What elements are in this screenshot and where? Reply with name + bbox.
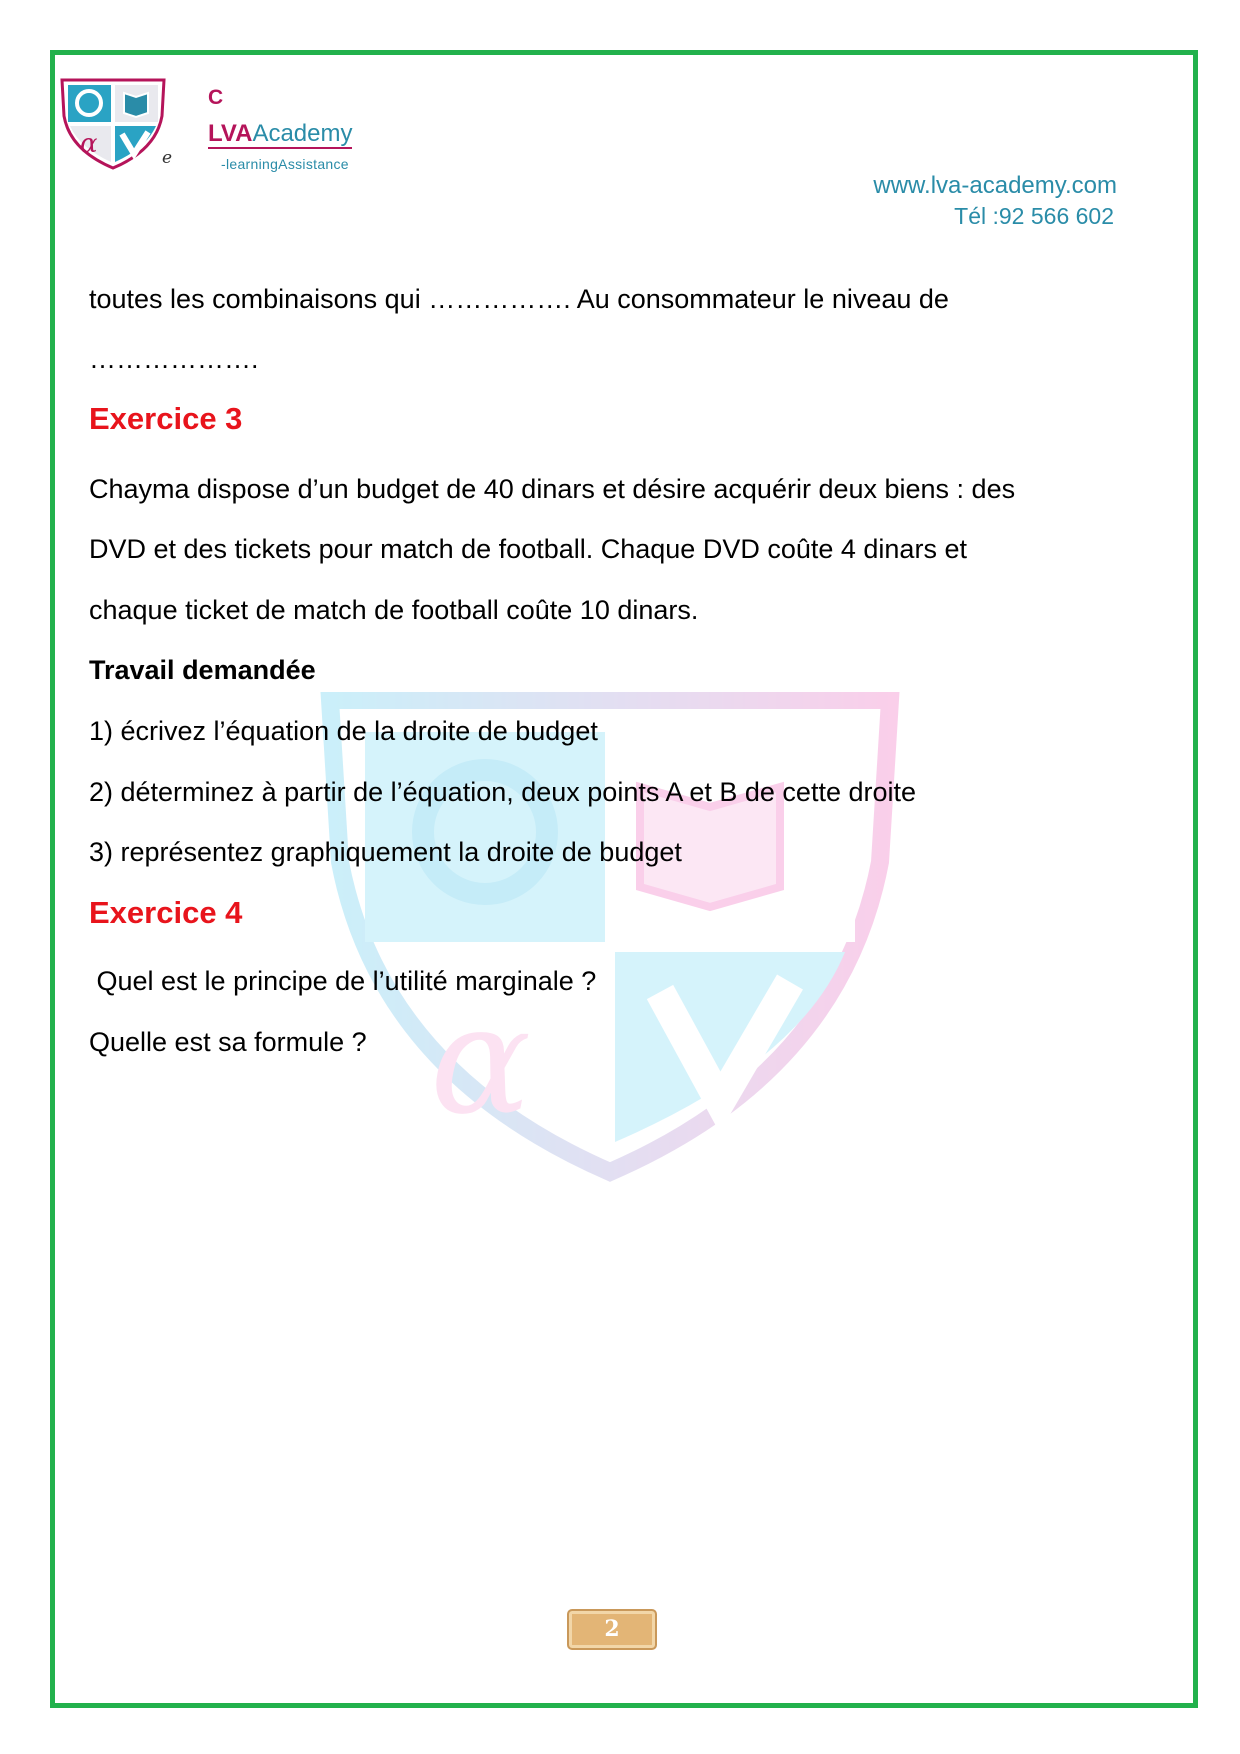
intro-line-1: toutes les combinaisons qui ……………. Au consommateur le niveau de bbox=[89, 284, 949, 314]
exercise-3-question-2: 2) déterminez à partir de l’équation, deux points A et B de cette droite bbox=[89, 777, 917, 807]
brand-academy: Academy bbox=[252, 120, 353, 147]
lva-logo-icon bbox=[58, 76, 168, 170]
brand-lva: LVA bbox=[208, 120, 253, 147]
exercise-3-question-1: 1) écrivez l’équation de la droite de budget bbox=[89, 716, 598, 746]
phone-number: Tél :92 566 602 bbox=[954, 203, 1114, 229]
page-number: 2 bbox=[567, 1609, 657, 1650]
exercise-3-paragraph-2: DVD et des tickets pour match de football. Chaque DVD coûte 4 dinars et bbox=[89, 534, 967, 564]
exercise-3-title: Exercice 3 bbox=[89, 401, 243, 436]
brand-c: C bbox=[208, 86, 224, 109]
logo-letter: e bbox=[162, 148, 173, 168]
exercise-4-question-1: Quel est le principe de l’utilité marginale ? bbox=[89, 966, 597, 996]
task-title: Travail demandée bbox=[89, 655, 316, 685]
exercise-3-paragraph-1: Chayma dispose d’un budget de 40 dinars et désire acquérir deux biens : des bbox=[89, 474, 1016, 504]
brand-tagline: -learningAssistance bbox=[221, 156, 349, 172]
exercise-3-paragraph-3: chaque ticket de match de football coûte 10 dinars. bbox=[89, 595, 699, 625]
website-link[interactable]: www.lva-academy.com bbox=[873, 172, 1117, 199]
watermark-logo-icon bbox=[320, 692, 900, 1182]
svg-text:α: α bbox=[430, 974, 532, 1148]
exercise-3-question-3: 3) représentez graphiquement la droite de budget bbox=[89, 837, 682, 867]
exercise-4-title: Exercice 4 bbox=[89, 895, 243, 930]
exercise-4-question-2: Quelle est sa formule ? bbox=[89, 1027, 367, 1057]
brand-name bbox=[208, 122, 352, 149]
svg-text:α: α bbox=[80, 129, 98, 159]
intro-line-2: ………………. bbox=[89, 344, 259, 374]
